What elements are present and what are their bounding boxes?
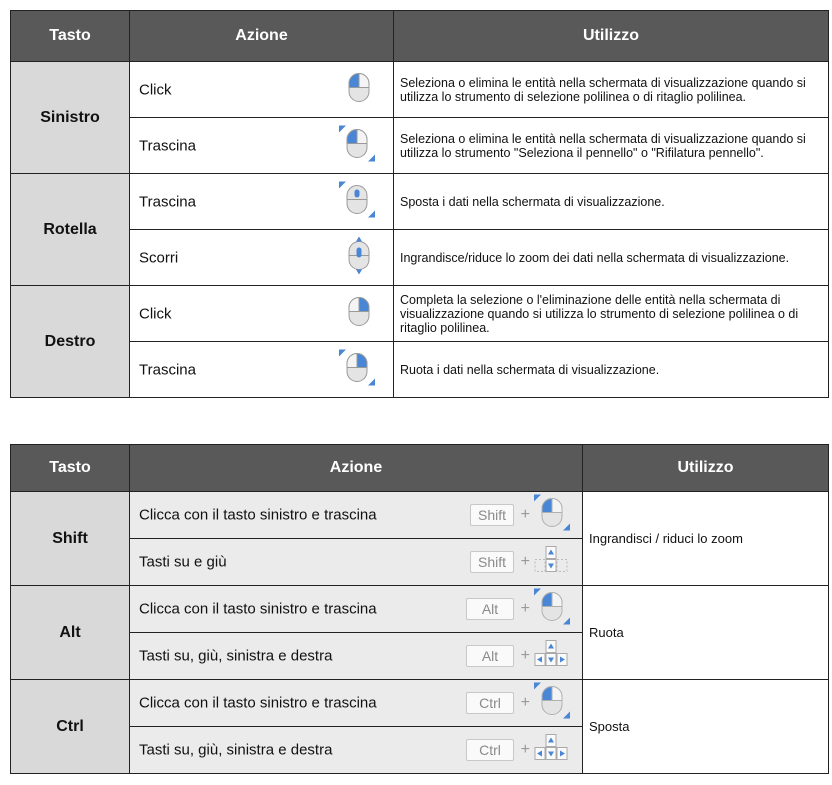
table-row [11, 230, 829, 286]
table-row [11, 342, 829, 398]
mouse-left-drag-icon [532, 681, 572, 726]
mouse-controls-table [10, 10, 829, 398]
action-label: Click [139, 81, 172, 98]
mouse-wheel-scroll-icon [347, 236, 371, 279]
table-row [11, 174, 829, 230]
action-label: Tasti su, giù, sinistra e destra [139, 647, 333, 665]
mouse-left-drag-icon [532, 493, 572, 538]
button-cell-wheel: Rotella [11, 174, 130, 286]
plus-sign: + [520, 600, 530, 617]
action-label: Tasti su, giù, sinistra e destra [139, 741, 333, 759]
header-usage: Utilizzo [394, 11, 829, 62]
key-cell-ctrl: Ctrl [11, 680, 130, 774]
key-cell-alt: Alt [11, 586, 130, 680]
arrow-keys-up-down-icon [534, 546, 568, 579]
table-row [11, 586, 829, 633]
usage-cell: Sposta [583, 680, 829, 774]
usage-cell: Sposta i dati nella schermata di visualizzazione. [394, 174, 829, 230]
table-header-row [11, 11, 829, 62]
plus-sign: + [520, 741, 530, 758]
action-label: Clicca con il tasto sinistro e trascina [139, 694, 377, 712]
table-row [11, 286, 829, 342]
keyboard-controls-table [10, 444, 829, 774]
action-label: Trascina [139, 137, 196, 154]
action-cell [130, 118, 394, 174]
action-cell [130, 586, 583, 633]
action-cell [130, 680, 583, 727]
mouse-left-click-icon [347, 71, 371, 108]
ctrl-keycap: Ctrl [466, 692, 514, 714]
action-label: Click [139, 305, 172, 322]
action-cell [130, 342, 394, 398]
table-row [11, 680, 829, 727]
mouse-right-click-icon [347, 295, 371, 332]
ctrl-keycap: Ctrl [466, 739, 514, 761]
action-label: Tasti su e giù [139, 553, 227, 571]
action-label: Trascina [139, 361, 196, 378]
action-cell [130, 230, 394, 286]
action-cell [130, 62, 394, 118]
arrow-keys-all-icon [534, 640, 568, 673]
action-label: Clicca con il tasto sinistro e trascina [139, 600, 377, 618]
action-cell [130, 286, 394, 342]
table-header-row [11, 445, 829, 492]
header-button: Tasto [11, 11, 130, 62]
button-cell-left: Sinistro [11, 62, 130, 174]
action-cell [130, 174, 394, 230]
usage-cell: Seleziona o elimina le entità nella schermata di visualizzazione quando si utilizza lo strumento "Seleziona il pennello" o "Rifilatura pennello". [394, 118, 829, 174]
arrow-keys-all-icon [534, 734, 568, 767]
key-cell-shift: Shift [11, 492, 130, 586]
header-action: Azione [130, 11, 394, 62]
mouse-wheel-drag-icon [337, 179, 377, 224]
table-row [11, 118, 829, 174]
usage-cell: Ingrandisci / riduci lo zoom [583, 492, 829, 586]
action-label: Trascina [139, 193, 196, 210]
header-usage: Utilizzo [583, 445, 829, 492]
shift-keycap: Shift [470, 504, 514, 526]
alt-keycap: Alt [466, 598, 514, 620]
header-key: Tasto [11, 445, 130, 492]
mouse-right-drag-icon [337, 347, 377, 392]
action-cell [130, 727, 583, 774]
shift-keycap: Shift [470, 551, 514, 573]
plus-sign: + [520, 647, 530, 664]
plus-sign: + [520, 694, 530, 711]
action-cell [130, 539, 583, 586]
usage-cell: Ruota i dati nella schermata di visualizzazione. [394, 342, 829, 398]
action-label: Scorri [139, 249, 179, 266]
usage-cell: Seleziona o elimina le entità nella schermata di visualizzazione quando si utilizza lo strumento di selezione polilinea o di ritaglio polilinea. [394, 62, 829, 118]
mouse-left-drag-icon [337, 123, 377, 168]
button-cell-right: Destro [11, 286, 130, 398]
action-cell [130, 492, 583, 539]
header-action: Azione [130, 445, 583, 492]
plus-sign: + [520, 553, 530, 570]
table-row [11, 62, 829, 118]
action-cell [130, 633, 583, 680]
table-row [11, 492, 829, 539]
usage-cell: Ingrandisce/riduce lo zoom dei dati nella schermata di visualizzazione. [394, 230, 829, 286]
plus-sign: + [520, 506, 530, 523]
mouse-left-drag-icon [532, 587, 572, 632]
usage-cell: Ruota [583, 586, 829, 680]
usage-cell: Completa la selezione o l'eliminazione delle entità nella schermata di visualizzazione quando si utilizza lo strumento di selezione polilinea o di ritaglio polilinea. [394, 286, 829, 342]
action-label: Clicca con il tasto sinistro e trascina [139, 506, 377, 524]
alt-keycap: Alt [466, 645, 514, 667]
